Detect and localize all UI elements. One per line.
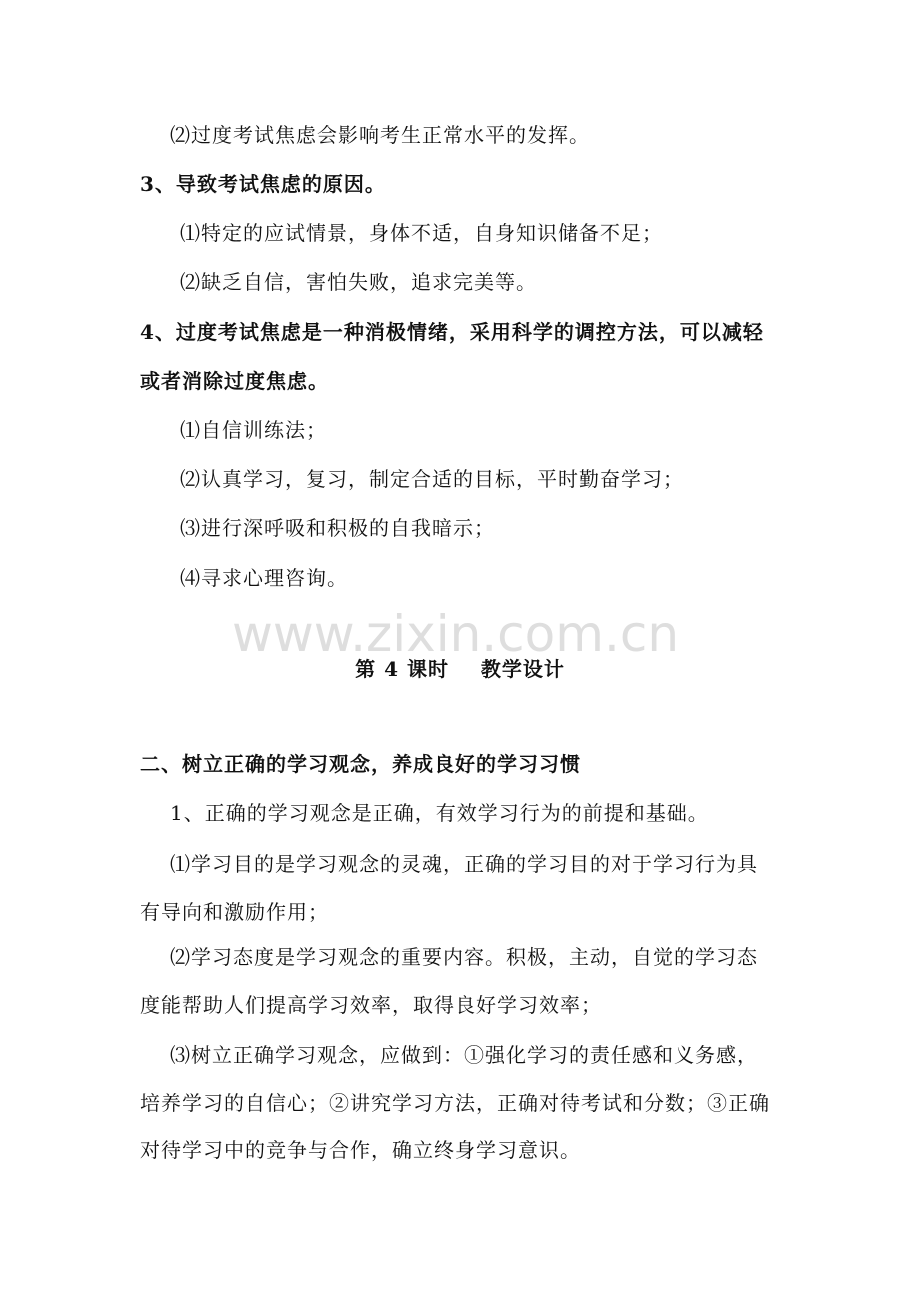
sub-point-3-line2: 培养学习的自信心；②讲究学习方法，正确对待考试和分数；③正确 bbox=[140, 1091, 770, 1115]
lesson-title: 第 4 课时 教学设计 bbox=[355, 657, 565, 681]
sub-point-2-line2: 度能帮助人们提高学习效率，取得良好学习效率； bbox=[140, 993, 602, 1017]
item-excess-anxiety-effect: ⑵过度考试焦虑会影响考生正常水平的发挥。 bbox=[170, 123, 590, 147]
method-item-2: ⑵认真学习，复习，制定合适的目标，平时勤奋学习； bbox=[180, 467, 684, 491]
heading-learning-concept: 二、树立正确的学习观念，养成良好的学习习惯 bbox=[140, 752, 581, 776]
sub-point-1-line2: 有导向和激励作用； bbox=[140, 900, 329, 924]
watermark: www.zixin.com.cn bbox=[232, 605, 680, 663]
heading-anxiety-causes: 3、导致考试焦虑的原因。 bbox=[140, 172, 386, 196]
point-1: 1、正确的学习观念是正确，有效学习行为的前提和基础。 bbox=[170, 801, 709, 825]
sub-point-1-line1: ⑴学习目的是学习观念的灵魂，正确的学习目的对于学习行为具 bbox=[170, 852, 758, 876]
heading-anxiety-control-line2: 或者消除过度焦虑。 bbox=[140, 369, 329, 393]
method-item-4: ⑷寻求心理咨询。 bbox=[180, 566, 348, 590]
sub-point-2-line1: ⑵学习态度是学习观念的重要内容。积极，主动，自觉的学习态 bbox=[170, 945, 758, 969]
method-item-3: ⑶进行深呼吸和积极的自我暗示； bbox=[180, 516, 495, 540]
method-item-1: ⑴自信训练法； bbox=[180, 418, 327, 442]
sub-point-3-line1: ⑶树立正确学习观念，应做到：①强化学习的责任感和义务感， bbox=[170, 1043, 758, 1067]
cause-item-2: ⑵缺乏自信，害怕失败，追求完美等。 bbox=[180, 270, 537, 294]
sub-point-3-line3: 对待学习中的竞争与合作，确立终身学习意识。 bbox=[140, 1138, 581, 1162]
cause-item-1: ⑴特定的应试情景，身体不适，自身知识储备不足； bbox=[180, 221, 663, 245]
heading-anxiety-control-line1: 4、过度考试焦虑是一种消极情绪，采用科学的调控方法，可以减轻 bbox=[140, 320, 764, 344]
